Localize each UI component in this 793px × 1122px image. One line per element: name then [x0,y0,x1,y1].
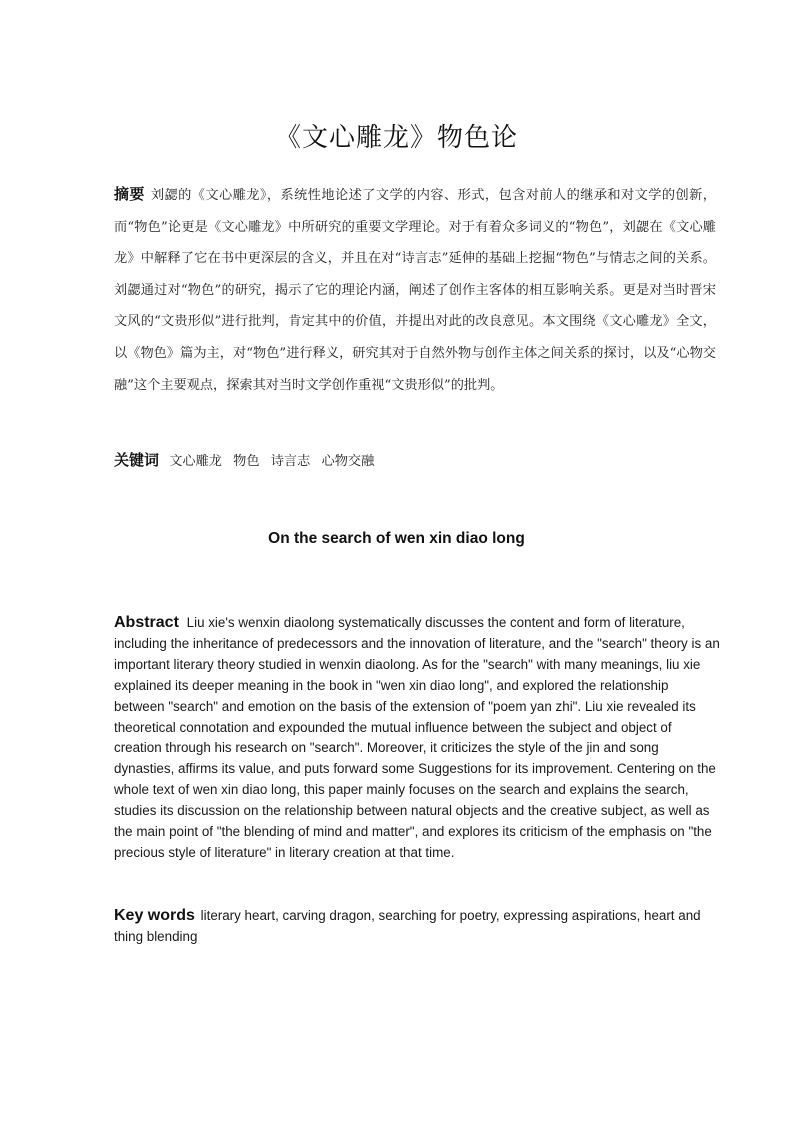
chinese-keyword: 文心雕龙 [169,454,222,469]
chinese-keyword: 诗言志 [270,454,311,469]
english-abstract [114,613,722,864]
english-abstract-label: Abstract [114,614,179,631]
english-title: On the search of wen xin diao long [268,530,525,547]
english-abstract-text: Liu xie's wenxin diaolong systematically discusses the content and form of literature, including the inheritance of predecessors and the innovation of literature, and the "search" theory is an important literary theory studied in wenxin diaolong. As for the "search" with many meanings, liu xie explained its deeper meaning in the book in "wen xin diao long", and explored the relationship between "search" and emotion on the basis of the extension of "poem yan zhi". Liu xie revealed its theoretical connotation and expounded the mutual influence between the subject and object of creation through his research on "search". Moreover, it criticizes the style of the jin and song dynasties, affirms its value, and puts forward some Suggestions for its improvement. Centering on the whole text of wen xin diao long, this paper mainly focuses on the search and explains the search, studies its discussion on the relationship between natural objects and the creative subject, as well as the main point of "the blending of mind and matter", and explores its criticism of the emphasis on "the precious style of literature" in literary creation at that time. [114,615,720,860]
chinese-abstract [114,179,716,401]
english-keywords-label: Key words [114,907,195,924]
chinese-title: 《文心雕龙》物色论 [274,123,518,153]
chinese-keywords [114,448,716,474]
english-keywords [114,905,722,947]
chinese-keyword: 物色 [233,454,260,469]
chinese-keyword: 心物交融 [321,454,375,469]
chinese-keywords-label: 关键词 [114,451,160,469]
english-keywords-text: literary heart, carving dragon, searching for poetry, expressing aspirations, heart and thing blending [114,908,701,944]
chinese-abstract-label: 摘要 [114,185,145,203]
chinese-abstract-text: 刘勰的《文心雕龙》，系统性地论述了文学的内容、形式，包含对前人的继承和对文学的创新，而“物色”论更是《文心雕龙》中所研究的重要文学理论。对于有着众多词义的“物色”，刘勰在《文心雕龙》中解释了它在书中更深层的含义，并且在对“诗言志”延伸的基础上挖掘“物色”与情志之间的关系。刘勰通过对“物色”的研究，揭示了它的理论内涵，阐述了创作主客体的相互影响关系。更是对当时晋宋文风的“文贵形似”进行批判，肯定其中的价值，并提出对此的改良意见。本文围绕《文心雕龙》全文，以《物色》篇为主，对“物色”进行释义，研究其对于自然外物与创作主体之间关系的探讨，以及“心物交融”这个主要观点，探索其对当时文学创作重视“文贵形似”的批判。 [114,188,716,393]
